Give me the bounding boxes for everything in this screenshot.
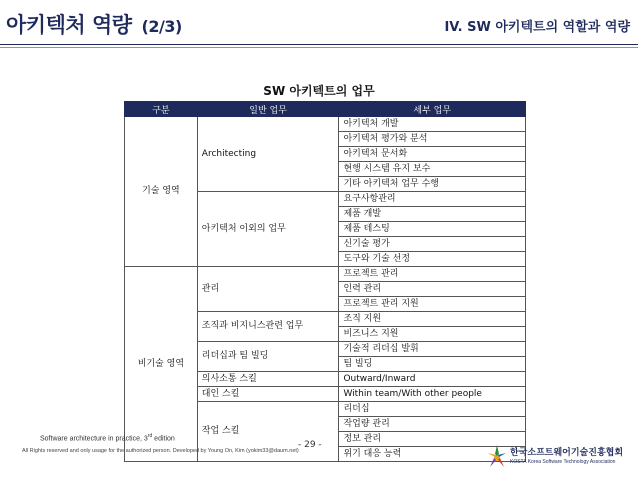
- table-row: [125, 117, 526, 132]
- detail-cell: 정보 관리: [339, 432, 526, 447]
- detail-cell: 리더십: [339, 402, 526, 417]
- header: [0, 0, 638, 45]
- detail-cell: 비즈니스 지원: [339, 327, 526, 342]
- page-title: [6, 9, 182, 39]
- column-header-category: 구분: [125, 102, 198, 117]
- title-text: 아키텍처 역량: [6, 13, 132, 37]
- detail-cell: 기타 아키텍처 업무 수행: [339, 177, 526, 192]
- detail-cell: 도구와 기술 선정: [339, 252, 526, 267]
- column-header-detail: 세부 업무: [339, 102, 526, 117]
- detail-cell: 신기술 평가: [339, 237, 526, 252]
- detail-cell: 작업량 관리: [339, 417, 526, 432]
- detail-cell: 제품 테스팅: [339, 222, 526, 237]
- page-number: - 29 -: [298, 440, 322, 450]
- detail-cell: 아키텍처 개발: [339, 117, 526, 132]
- general-duty-cell: 관리: [197, 267, 339, 312]
- table-row: [125, 267, 526, 282]
- detail-cell: 아키텍처 문서화: [339, 147, 526, 162]
- table-header-row: [125, 102, 526, 117]
- general-duty-cell: 리더십과 팀 빌딩: [197, 342, 339, 372]
- footer-reference-superscript: rd: [147, 433, 153, 439]
- detail-cell: Within team/With other people: [339, 387, 526, 402]
- footer-reference-suffix: edition: [152, 435, 175, 443]
- kosta-logo: [486, 441, 634, 475]
- table-title: SW 아키텍트의 업무: [263, 84, 375, 98]
- category-cell: 비기술 영역: [125, 267, 198, 462]
- detail-cell: 제품 개발: [339, 207, 526, 222]
- detail-cell: 팀 빌딩: [339, 357, 526, 372]
- kosta-emblem-icon: [486, 443, 508, 473]
- general-duty-cell: 대인 스킬: [197, 387, 339, 402]
- detail-cell: 기술적 리더십 발휘: [339, 342, 526, 357]
- column-header-general: 일반 업무: [197, 102, 339, 117]
- general-duty-cell: 의사소통 스킬: [197, 372, 339, 387]
- footer-reference: [40, 433, 175, 442]
- detail-cell: 프로젝트 관리: [339, 267, 526, 282]
- detail-cell: 조직 지원: [339, 312, 526, 327]
- detail-cell: 위기 대응 능력: [339, 447, 526, 462]
- logo-subtitle: KOSTA Korea Software Technology Association: [510, 459, 616, 465]
- general-duty-cell: 조직과 비지니스관련 업무: [197, 312, 339, 342]
- header-divider-secondary: [0, 47, 638, 48]
- detail-cell: 현행 시스템 유지 보수: [339, 162, 526, 177]
- footer-reference-text: Software architecture in practice, 3: [40, 435, 148, 443]
- detail-cell: 요구사항관리: [339, 192, 526, 207]
- section-title: IV. SW 아키텍트의 역할과 역량: [444, 20, 630, 35]
- logo-name: 한국소프트웨어기술진흥협회: [510, 448, 624, 458]
- duties-table: [124, 101, 526, 462]
- general-duty-cell: Architecting: [197, 117, 339, 192]
- general-duty-cell: 작업 스킬: [197, 402, 339, 462]
- detail-cell: 프로젝트 관리 지원: [339, 297, 526, 312]
- header-divider: [0, 44, 638, 45]
- detail-cell: Outward/Inward: [339, 372, 526, 387]
- detail-cell: 아키텍처 평가와 분석: [339, 132, 526, 147]
- detail-cell: 인력 관리: [339, 282, 526, 297]
- general-duty-cell: 아키텍처 이외의 업무: [197, 192, 339, 267]
- footer-copyright: All Rights reserved and only usage for the authorized person. Developed by Young On, Kim (yokim33@daum.net): [22, 448, 299, 454]
- category-cell: 기술 영역: [125, 117, 198, 267]
- title-page-indicator: (2/3): [141, 17, 182, 36]
